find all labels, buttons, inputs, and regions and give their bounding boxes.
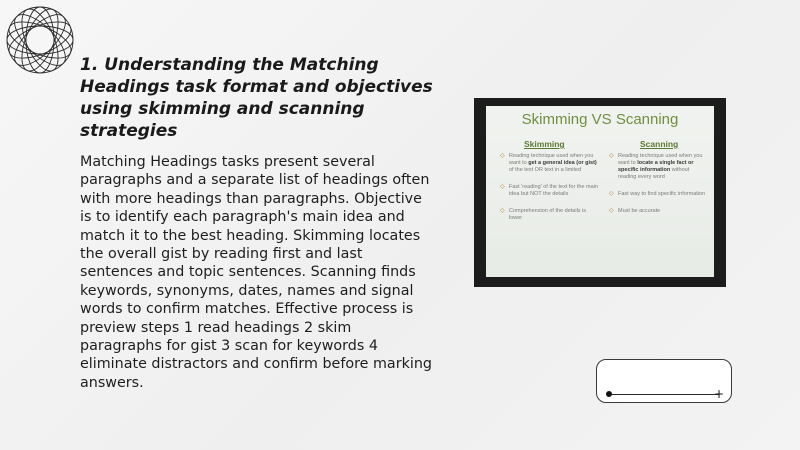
- figure-list-item: ◇ Comprehension of the details is lower: [500, 208, 587, 221]
- bullet-icon: ◇: [609, 208, 614, 214]
- figure-skimming-column: [500, 153, 600, 232]
- figure-scanning-heading: Scanning: [640, 139, 679, 149]
- figure-list-item: ◇ Reading technique used when you want to locate a single fact or specific information without reading every word: [609, 153, 703, 180]
- volume-plus-icon[interactable]: +: [714, 387, 725, 401]
- figure-scanning-column: [609, 153, 709, 225]
- bullet-icon: ◇: [609, 191, 614, 197]
- figure-slide: [486, 106, 714, 277]
- figure-list-item: ◇ Fast way to find specific information: [609, 191, 706, 197]
- playhead-knob-icon[interactable]: [606, 391, 612, 397]
- figure-skimming-heading: Skimming: [524, 139, 565, 149]
- media-player-control[interactable]: [596, 359, 732, 403]
- seek-track[interactable]: [609, 394, 719, 395]
- figure-title: Skimming VS Scanning: [521, 111, 679, 128]
- bullet-icon: ◇: [500, 208, 505, 214]
- bullet-icon: ◇: [500, 184, 505, 190]
- bullet-icon: ◇: [609, 153, 614, 159]
- spirograph-logo-icon: [4, 4, 76, 76]
- bullet-icon: ◇: [500, 153, 505, 159]
- figure-list-item: ◇ Reading technique used when you want to get a general idea (or gist) of the text OR text in a limited: [500, 153, 597, 173]
- figure-list-item: ◇ Must be accurate: [609, 208, 661, 214]
- slide-body-text: Matching Headings tasks present several paragraphs and a separate list of headings often with more headings than paragraphs. Objective is to identify each paragraph's main idea and match it to the best heading. Skimming locates the overall gist by reading first and last sentences and topic sentences. Scanning finds keywords, synonyms, dates, names and signal words to confirm matches. Effective process is preview steps 1 read headings 2 skim paragraphs for gist 3 scan for keywords 4 eliminate distractors and confirm before marking answers.: [80, 154, 432, 391]
- figure-list-item: ◇ Fast 'reading' of the text for the main idea but NOT the details: [500, 184, 598, 197]
- skimming-vs-scanning-image: [474, 98, 726, 287]
- slide-title: 1. Understanding the Matching Headings task format and objectives using skimming and scanning strategies: [80, 55, 433, 141]
